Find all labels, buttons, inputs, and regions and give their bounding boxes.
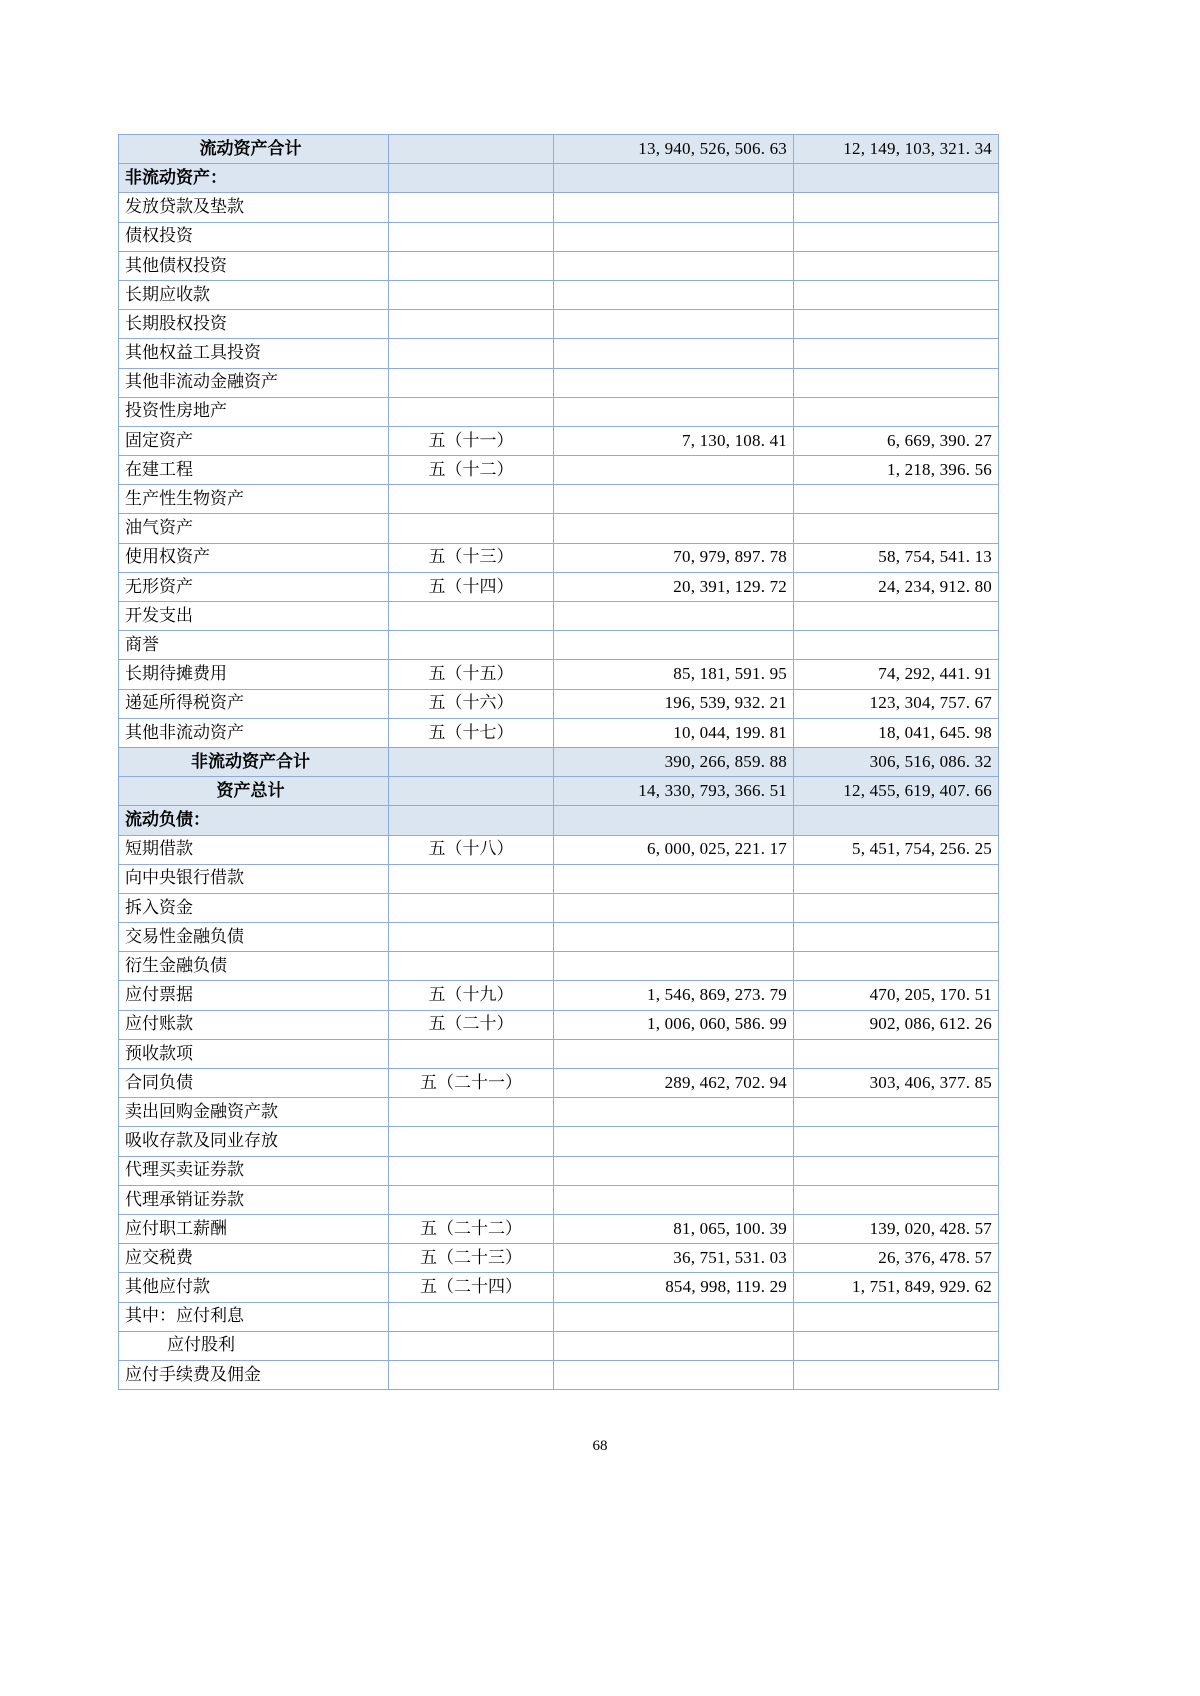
row-value-prior-period [794, 1039, 999, 1068]
table-row [119, 864, 999, 893]
table-row [119, 660, 999, 689]
row-value-current-period [554, 864, 794, 893]
row-item-label: 在建工程 [119, 456, 389, 485]
table-row [119, 514, 999, 543]
row-note-reference [389, 602, 554, 631]
row-note-reference: 五（十八） [389, 835, 554, 864]
row-value-prior-period [794, 923, 999, 952]
row-item-label: 其他应付款 [119, 1273, 389, 1302]
row-item-label: 代理承销证券款 [119, 1185, 389, 1214]
balance-sheet-table [118, 134, 999, 1390]
row-value-current-period [554, 952, 794, 981]
row-note-reference [389, 193, 554, 222]
table-row [119, 222, 999, 251]
row-value-prior-period: 26, 376, 478. 57 [794, 1244, 999, 1273]
row-note-reference [389, 251, 554, 280]
row-note-reference [389, 164, 554, 193]
row-value-current-period [554, 631, 794, 660]
row-value-current-period [554, 1302, 794, 1331]
row-value-current-period [554, 1127, 794, 1156]
row-value-current-period [554, 1156, 794, 1185]
row-item-label: 衍生金融负债 [119, 952, 389, 981]
row-item-label: 短期借款 [119, 835, 389, 864]
table-row [119, 1273, 999, 1302]
row-item-label: 其他非流动资产 [119, 718, 389, 747]
row-note-reference: 五（二十三） [389, 1244, 554, 1273]
table-row [119, 1069, 999, 1098]
row-value-prior-period [794, 1156, 999, 1185]
row-value-prior-period [794, 339, 999, 368]
row-value-current-period [554, 514, 794, 543]
table-row [119, 806, 999, 835]
row-item-label: 其他权益工具投资 [119, 339, 389, 368]
table-row [119, 923, 999, 952]
row-item-label: 非流动资产： [119, 164, 389, 193]
row-note-reference [389, 280, 554, 309]
row-item-label: 长期待摊费用 [119, 660, 389, 689]
table-row [119, 631, 999, 660]
row-value-prior-period [794, 193, 999, 222]
row-item-label: 其中：应付利息 [119, 1302, 389, 1331]
row-item-label: 其他债权投资 [119, 251, 389, 280]
row-value-prior-period [794, 1098, 999, 1127]
row-value-prior-period: 1, 218, 396. 56 [794, 456, 999, 485]
row-value-prior-period [794, 222, 999, 251]
table-row [119, 456, 999, 485]
table-row [119, 952, 999, 981]
row-note-reference [389, 485, 554, 514]
row-value-prior-period: 5, 451, 754, 256. 25 [794, 835, 999, 864]
row-note-reference: 五（十三） [389, 543, 554, 572]
row-value-prior-period: 123, 304, 757. 67 [794, 689, 999, 718]
row-item-label: 非流动资产合计 [119, 747, 389, 776]
row-note-reference [389, 1156, 554, 1185]
row-note-reference [389, 1098, 554, 1127]
row-item-label: 发放贷款及垫款 [119, 193, 389, 222]
row-note-reference [389, 514, 554, 543]
row-value-current-period [554, 806, 794, 835]
table-row [119, 397, 999, 426]
table-row [119, 893, 999, 922]
row-value-current-period [554, 339, 794, 368]
table-row [119, 981, 999, 1010]
table-row [119, 543, 999, 572]
row-note-reference: 五（二十） [389, 1010, 554, 1039]
row-note-reference: 五（十五） [389, 660, 554, 689]
row-value-current-period [554, 923, 794, 952]
row-value-current-period: 390, 266, 859. 88 [554, 747, 794, 776]
row-note-reference [389, 1127, 554, 1156]
row-item-label: 流动负债： [119, 806, 389, 835]
row-value-prior-period: 902, 086, 612. 26 [794, 1010, 999, 1039]
row-value-current-period [554, 164, 794, 193]
row-note-reference [389, 368, 554, 397]
row-item-label: 代理买卖证券款 [119, 1156, 389, 1185]
table-row [119, 1098, 999, 1127]
row-value-prior-period: 12, 455, 619, 407. 66 [794, 777, 999, 806]
table-row [119, 1214, 999, 1243]
row-value-prior-period [794, 1331, 999, 1360]
row-item-label: 油气资产 [119, 514, 389, 543]
row-item-label: 其他非流动金融资产 [119, 368, 389, 397]
table-row [119, 1010, 999, 1039]
row-value-current-period: 289, 462, 702. 94 [554, 1069, 794, 1098]
row-value-prior-period [794, 485, 999, 514]
row-note-reference [389, 806, 554, 835]
row-item-label: 交易性金融负债 [119, 923, 389, 952]
row-value-current-period: 85, 181, 591. 95 [554, 660, 794, 689]
row-value-current-period [554, 602, 794, 631]
row-value-prior-period [794, 952, 999, 981]
row-value-current-period [554, 1360, 794, 1389]
row-item-label: 使用权资产 [119, 543, 389, 572]
row-note-reference [389, 135, 554, 164]
row-note-reference [389, 222, 554, 251]
row-value-current-period: 854, 998, 119. 29 [554, 1273, 794, 1302]
table-row [119, 135, 999, 164]
row-value-prior-period [794, 280, 999, 309]
row-item-label: 预收款项 [119, 1039, 389, 1068]
row-note-reference: 五（十四） [389, 572, 554, 601]
row-value-current-period [554, 893, 794, 922]
table-row [119, 280, 999, 309]
row-note-reference [389, 1360, 554, 1389]
table-row [119, 1360, 999, 1389]
row-note-reference: 五（二十一） [389, 1069, 554, 1098]
row-value-prior-period [794, 893, 999, 922]
row-note-reference [389, 397, 554, 426]
row-value-current-period [554, 280, 794, 309]
row-item-label: 流动资产合计 [119, 135, 389, 164]
row-note-reference [389, 310, 554, 339]
row-value-prior-period [794, 1302, 999, 1331]
row-note-reference: 五（二十二） [389, 1214, 554, 1243]
row-value-prior-period: 306, 516, 086. 32 [794, 747, 999, 776]
row-item-label: 应付股利 [119, 1331, 389, 1360]
table-row [119, 1331, 999, 1360]
row-item-label: 固定资产 [119, 426, 389, 455]
row-value-current-period: 7, 130, 108. 41 [554, 426, 794, 455]
row-note-reference [389, 1331, 554, 1360]
row-value-prior-period [794, 514, 999, 543]
row-value-prior-period: 303, 406, 377. 85 [794, 1069, 999, 1098]
row-value-current-period: 81, 065, 100. 39 [554, 1214, 794, 1243]
table-row [119, 1039, 999, 1068]
row-value-prior-period [794, 1127, 999, 1156]
table-row [119, 572, 999, 601]
table-row [119, 747, 999, 776]
row-note-reference: 五（二十四） [389, 1273, 554, 1302]
row-value-current-period: 20, 391, 129. 72 [554, 572, 794, 601]
table-row [119, 1302, 999, 1331]
row-item-label: 无形资产 [119, 572, 389, 601]
table-row [119, 1244, 999, 1273]
row-value-prior-period: 74, 292, 441. 91 [794, 660, 999, 689]
row-item-label: 长期股权投资 [119, 310, 389, 339]
row-note-reference [389, 923, 554, 952]
row-value-current-period: 13, 940, 526, 506. 63 [554, 135, 794, 164]
row-value-prior-period [794, 631, 999, 660]
table-row [119, 1185, 999, 1214]
row-value-prior-period [794, 368, 999, 397]
row-value-prior-period: 139, 020, 428. 57 [794, 1214, 999, 1243]
row-value-prior-period: 58, 754, 541. 13 [794, 543, 999, 572]
table-row [119, 193, 999, 222]
row-value-prior-period [794, 251, 999, 280]
page-number: 68 [592, 1438, 608, 1454]
row-item-label: 向中央银行借款 [119, 864, 389, 893]
row-value-current-period [554, 1098, 794, 1127]
row-item-label: 长期应收款 [119, 280, 389, 309]
row-item-label: 商誉 [119, 631, 389, 660]
row-value-current-period: 1, 546, 869, 273. 79 [554, 981, 794, 1010]
table-row [119, 602, 999, 631]
row-value-prior-period [794, 310, 999, 339]
row-note-reference: 五（十二） [389, 456, 554, 485]
row-value-current-period: 14, 330, 793, 366. 51 [554, 777, 794, 806]
row-value-prior-period [794, 806, 999, 835]
row-item-label: 卖出回购金融资产款 [119, 1098, 389, 1127]
row-item-label: 应付账款 [119, 1010, 389, 1039]
row-value-current-period: 36, 751, 531. 03 [554, 1244, 794, 1273]
row-item-label: 开发支出 [119, 602, 389, 631]
row-value-prior-period: 12, 149, 103, 321. 34 [794, 135, 999, 164]
row-note-reference [389, 777, 554, 806]
table-row [119, 251, 999, 280]
table-row [119, 1156, 999, 1185]
table-row [119, 426, 999, 455]
row-item-label: 债权投资 [119, 222, 389, 251]
row-value-prior-period: 1, 751, 849, 929. 62 [794, 1273, 999, 1302]
row-note-reference: 五（十六） [389, 689, 554, 718]
row-value-prior-period [794, 397, 999, 426]
row-value-prior-period [794, 602, 999, 631]
table-row [119, 718, 999, 747]
table-row [119, 310, 999, 339]
row-value-current-period [554, 485, 794, 514]
row-value-prior-period [794, 864, 999, 893]
row-item-label: 应交税费 [119, 1244, 389, 1273]
row-item-label: 投资性房地产 [119, 397, 389, 426]
row-item-label: 应付手续费及佣金 [119, 1360, 389, 1389]
row-note-reference [389, 864, 554, 893]
table-row [119, 164, 999, 193]
row-value-current-period: 10, 044, 199. 81 [554, 718, 794, 747]
row-note-reference: 五（十九） [389, 981, 554, 1010]
table-row [119, 339, 999, 368]
row-value-prior-period [794, 164, 999, 193]
row-value-current-period [554, 222, 794, 251]
balance-sheet-table-wrapper [118, 134, 998, 1390]
row-note-reference: 五（十一） [389, 426, 554, 455]
row-value-current-period: 70, 979, 897. 78 [554, 543, 794, 572]
table-row [119, 1127, 999, 1156]
table-row [119, 777, 999, 806]
row-value-current-period [554, 1039, 794, 1068]
row-item-label: 应付职工薪酬 [119, 1214, 389, 1243]
row-note-reference [389, 339, 554, 368]
row-value-prior-period [794, 1360, 999, 1389]
row-note-reference [389, 631, 554, 660]
row-value-prior-period [794, 1185, 999, 1214]
row-item-label: 合同负债 [119, 1069, 389, 1098]
row-value-current-period [554, 1185, 794, 1214]
row-note-reference: 五（十七） [389, 718, 554, 747]
row-value-current-period [554, 1331, 794, 1360]
row-value-current-period: 1, 006, 060, 586. 99 [554, 1010, 794, 1039]
row-value-current-period [554, 456, 794, 485]
row-item-label: 资产总计 [119, 777, 389, 806]
row-value-current-period [554, 193, 794, 222]
row-value-current-period: 6, 000, 025, 221. 17 [554, 835, 794, 864]
row-value-current-period [554, 397, 794, 426]
row-item-label: 生产性生物资产 [119, 485, 389, 514]
row-value-current-period [554, 310, 794, 339]
row-value-prior-period: 24, 234, 912. 80 [794, 572, 999, 601]
row-item-label: 拆入资金 [119, 893, 389, 922]
row-value-current-period [554, 368, 794, 397]
row-item-label: 应付票据 [119, 981, 389, 1010]
table-row [119, 835, 999, 864]
row-value-prior-period: 18, 041, 645. 98 [794, 718, 999, 747]
row-note-reference [389, 952, 554, 981]
row-item-label: 吸收存款及同业存放 [119, 1127, 389, 1156]
table-row [119, 689, 999, 718]
row-value-current-period: 196, 539, 932. 21 [554, 689, 794, 718]
row-value-prior-period: 6, 669, 390. 27 [794, 426, 999, 455]
table-row [119, 485, 999, 514]
row-note-reference [389, 1185, 554, 1214]
row-value-prior-period: 470, 205, 170. 51 [794, 981, 999, 1010]
row-note-reference [389, 1302, 554, 1331]
table-row [119, 368, 999, 397]
row-value-current-period [554, 251, 794, 280]
row-note-reference [389, 747, 554, 776]
row-note-reference [389, 893, 554, 922]
row-note-reference [389, 1039, 554, 1068]
balance-sheet-body [119, 135, 999, 1390]
row-item-label: 递延所得税资产 [119, 689, 389, 718]
